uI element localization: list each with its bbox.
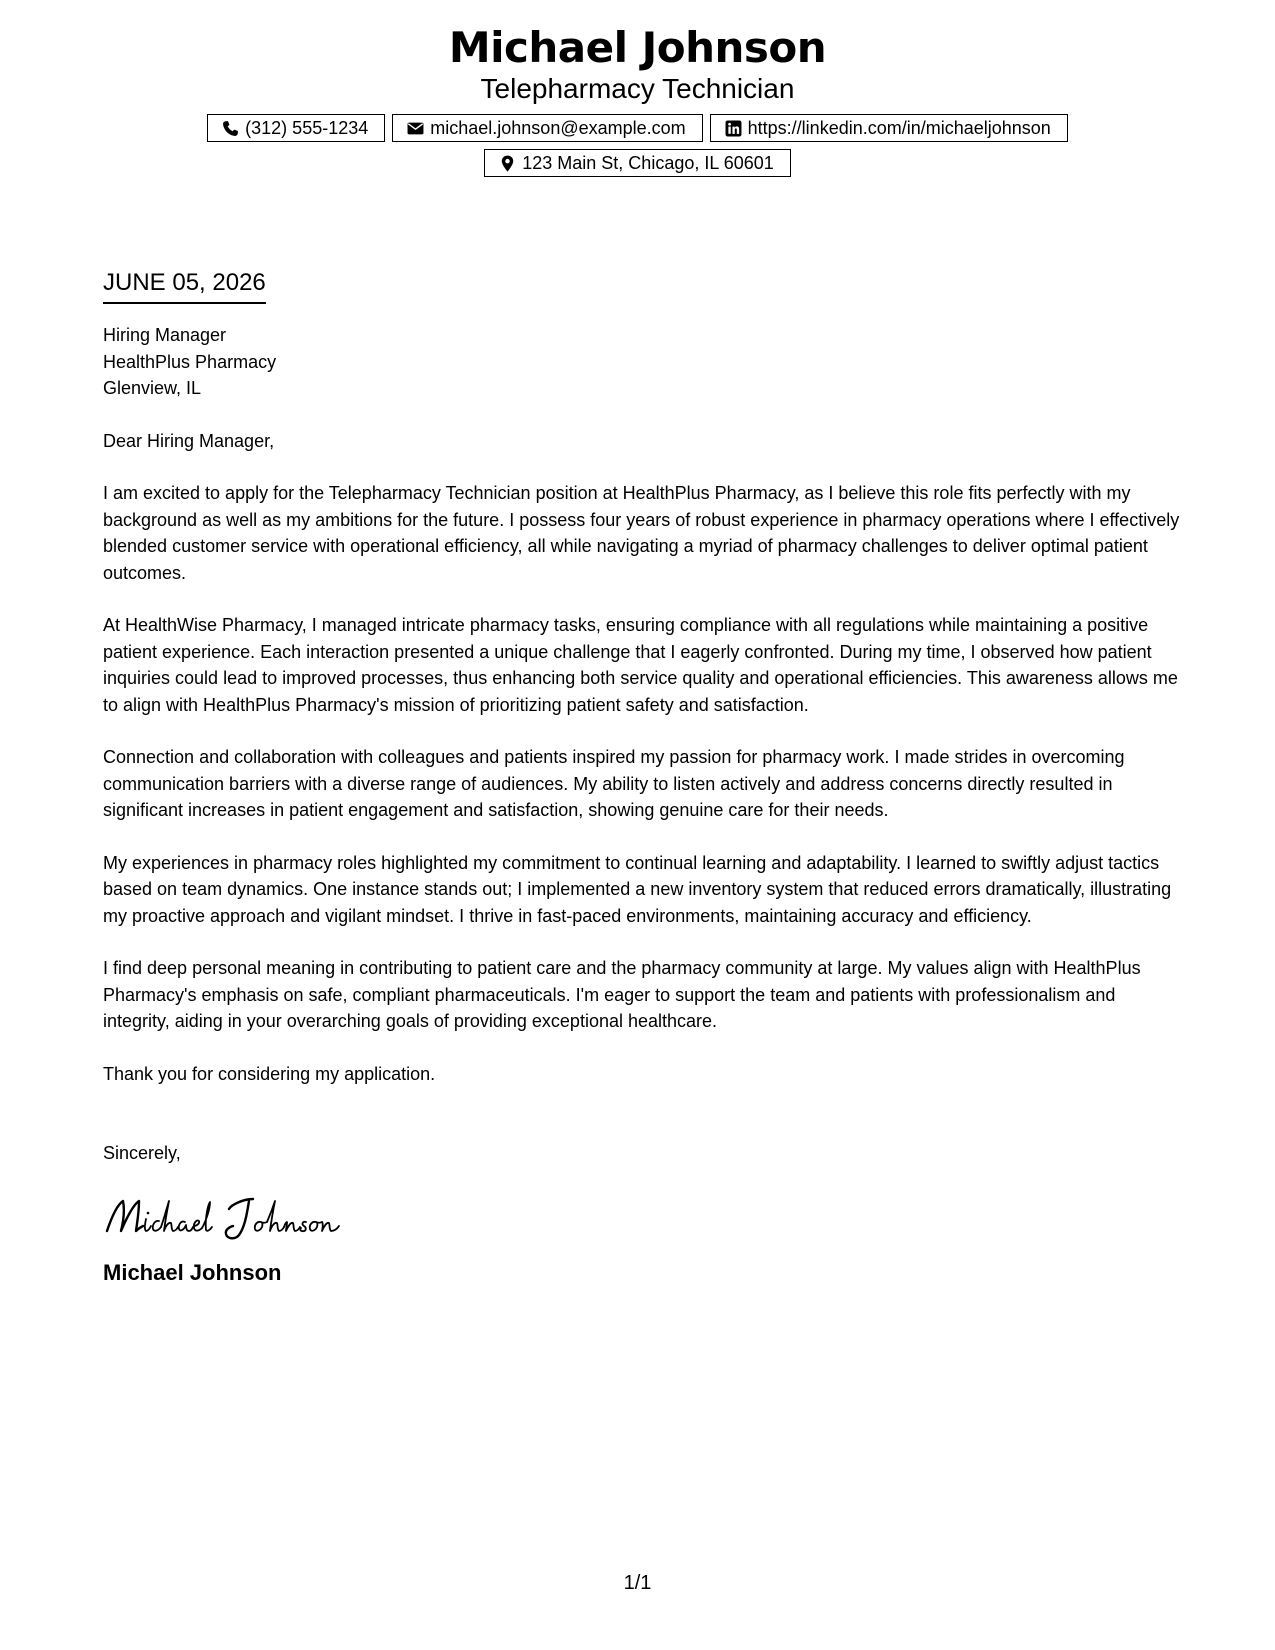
letter-date: JUNE 05, 2026 xyxy=(103,268,266,304)
body-paragraph: My experiences in pharmacy roles highlighted my commitment to continual learning and adaptability. I learned to swiftly adjust tactics based on team dynamics. One instance stands out; I implemented a new inventory system that reduced errors dramatically, illustrating my proactive approach and vigilant mindset. I thrive in fast-paced environments, maintaining accuracy and efficiency. xyxy=(103,852,1172,926)
body-paragraph: At HealthWise Pharmacy, I managed intricate pharmacy tasks, ensuring compliance with all regulations while maintaining a positive patient experience. Each interaction presented a unique challenge that I eagerly confronted. During my time, I observed how patient inquiries could lead to improved processes, thus enhancing both service quality and operational efficiencies. This awareness allows me to align with HealthPlus Pharmacy's mission of prioritizing patient safety and satisfaction. xyxy=(103,615,1178,715)
contact-email-text: michael.johnson@example.com xyxy=(430,118,686,138)
phone-icon xyxy=(222,120,239,137)
recipient-line: Glenview, IL xyxy=(103,378,202,398)
letter-body xyxy=(103,268,1183,1287)
body-paragraph: Connection and collaboration with colleagues and patients inspired my passion for pharmacy work. I made strides in overcoming communication barriers with a diverse range of audiences. My ability to listen actively and address concerns directly resulted in significant increases in patient engagement and satisfaction, showing genuine care for their needs. xyxy=(103,747,1125,820)
linkedin-icon xyxy=(725,120,742,137)
body-paragraph: I find deep personal meaning in contributing to patient care and the pharmacy community at large. My values align with HealthPlus Pharmacy's emphasis on safe, compliant pharmaceuticals. I'm eager to support the team and patients with professionalism and integrity, aiding in your overarching goals of providing exceptional healthcare. xyxy=(103,958,1141,1031)
handwritten-signature xyxy=(103,1193,363,1245)
recipient-line: HealthPlus Pharmacy xyxy=(103,351,277,372)
applicant-title: Telepharmacy Technician xyxy=(480,73,795,104)
signoff: Sincerely, xyxy=(103,1143,181,1163)
letter-header xyxy=(0,22,1275,177)
signer-name: Michael Johnson xyxy=(103,1259,282,1285)
contact-phone[interactable] xyxy=(207,114,385,142)
page-indicator: 1/1 xyxy=(623,1572,652,1594)
contact-linkedin[interactable] xyxy=(710,114,1068,142)
salutation: Dear Hiring Manager, xyxy=(103,430,275,451)
applicant-name: Michael Johnson xyxy=(448,23,827,72)
map-marker-icon xyxy=(499,155,516,172)
contact-email[interactable] xyxy=(392,114,702,142)
closing-thanks: Thank you for considering my application. xyxy=(103,1063,436,1084)
recipient-line: Hiring Manager xyxy=(103,325,227,345)
contact-phone-text: (312) 555-1234 xyxy=(245,118,369,138)
contact-linkedin-text: https://linkedin.com/in/michaeljohnson xyxy=(747,118,1051,138)
contact-address[interactable] xyxy=(484,149,791,177)
envelope-icon xyxy=(407,120,424,137)
recipient-block xyxy=(103,322,1183,402)
body-paragraph: I am excited to apply for the Telepharmacy Technician position at HealthPlus Pharmacy, as I believe this role fits perfectly with my background as well as my ambitions for the future. I possess four years of robust experience in pharmacy operations where I effectively blended customer service with operational efficiency, all while navigating a myriad of pharmacy challenges to deliver optimal patient outcomes. xyxy=(103,483,1180,583)
contact-info xyxy=(178,114,1098,177)
contact-address-text: 123 Main St, Chicago, IL 60601 xyxy=(522,153,774,173)
